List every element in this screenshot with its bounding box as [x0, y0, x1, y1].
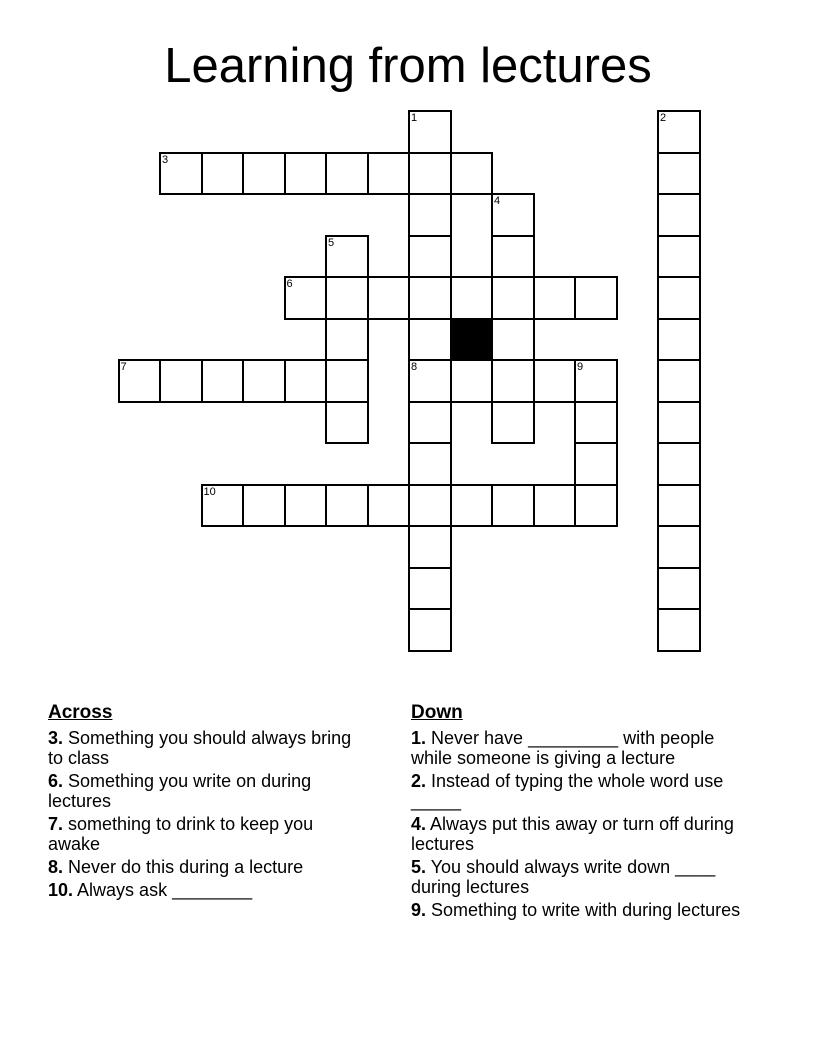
- grid-cell[interactable]: [408, 608, 452, 652]
- clue-number: 4: [494, 195, 501, 207]
- grid-cell[interactable]: [408, 318, 452, 362]
- grid-cell[interactable]: [657, 525, 701, 569]
- grid-cell[interactable]: [657, 110, 701, 154]
- grid-cell[interactable]: [491, 235, 535, 279]
- clue-text: Always ask ________: [73, 880, 253, 900]
- grid-cell[interactable]: [367, 276, 411, 320]
- across-clue: [48, 728, 368, 768]
- grid-cell[interactable]: [242, 359, 286, 403]
- down-clue: [411, 728, 741, 768]
- across-heading: Across: [48, 702, 113, 723]
- grid-cell[interactable]: [325, 276, 369, 320]
- grid-cell[interactable]: [491, 401, 535, 445]
- clue-text: Something you should always bring to class: [48, 728, 352, 768]
- clue-number: 10.: [48, 880, 74, 900]
- grid-cell[interactable]: [284, 276, 328, 320]
- grid-cell[interactable]: [657, 359, 701, 403]
- clue-text: Never have _________ with people while someone is giving a lecture: [411, 728, 715, 768]
- grid-cell[interactable]: [408, 193, 452, 237]
- down-clues: [411, 702, 741, 923]
- clue-text: Something you write on during lectures: [48, 771, 312, 811]
- grid-cell[interactable]: [450, 484, 494, 528]
- grid-cell[interactable]: [408, 567, 452, 611]
- grid-cell[interactable]: [450, 276, 494, 320]
- grid-cell[interactable]: [450, 152, 494, 196]
- grid-cell[interactable]: [408, 110, 452, 154]
- grid-cell[interactable]: [657, 318, 701, 362]
- grid-cell[interactable]: [657, 401, 701, 445]
- grid-cell[interactable]: [491, 318, 535, 362]
- across-clues: [48, 702, 368, 903]
- grid-cell[interactable]: [657, 567, 701, 611]
- grid-cell[interactable]: [408, 152, 452, 196]
- clue-number: 8.: [48, 857, 64, 877]
- grid-cell[interactable]: [657, 235, 701, 279]
- grid-cell[interactable]: [201, 152, 245, 196]
- clue-number: 9.: [411, 900, 427, 920]
- grid-cell[interactable]: [491, 359, 535, 403]
- across-clue-list: [48, 728, 368, 900]
- grid-cell[interactable]: [408, 442, 452, 486]
- grid-cell[interactable]: [533, 359, 577, 403]
- grid-cell[interactable]: [657, 608, 701, 652]
- grid-cell[interactable]: [284, 152, 328, 196]
- clue-number: 5.: [411, 857, 427, 877]
- grid-cell[interactable]: [657, 276, 701, 320]
- grid-cell[interactable]: [408, 484, 452, 528]
- grid-cell[interactable]: [284, 359, 328, 403]
- down-heading: Down: [411, 702, 463, 723]
- grid-cell[interactable]: [408, 235, 452, 279]
- down-clue: [411, 900, 741, 920]
- grid-cell[interactable]: [201, 484, 245, 528]
- clue-number: 4.: [411, 814, 427, 834]
- clue-number: 5: [328, 236, 335, 249]
- grid-cell[interactable]: [657, 484, 701, 528]
- clue-number: 6: [286, 278, 293, 290]
- grid-cell[interactable]: [159, 152, 203, 196]
- grid-cell[interactable]: [574, 359, 618, 403]
- grid-cell-black: [450, 318, 494, 362]
- clue-text: Instead of typing the whole word use _____: [411, 771, 724, 811]
- clue-text: Something to write with during lectures: [426, 900, 741, 920]
- grid-cell[interactable]: [408, 525, 452, 569]
- grid-cell[interactable]: [491, 193, 535, 237]
- grid-cell[interactable]: [284, 484, 328, 528]
- grid-cell[interactable]: [408, 276, 452, 320]
- grid-cell[interactable]: [657, 193, 701, 237]
- grid-cell[interactable]: [450, 359, 494, 403]
- grid-cell[interactable]: [242, 152, 286, 196]
- grid-cell[interactable]: [574, 401, 618, 445]
- grid-cell[interactable]: [367, 484, 411, 528]
- clue-number: 1.: [411, 728, 427, 748]
- across-clue: [48, 771, 368, 811]
- grid-cell[interactable]: [491, 276, 535, 320]
- down-clue: [411, 857, 741, 897]
- grid-cell[interactable]: [325, 235, 369, 279]
- grid-cell[interactable]: [574, 442, 618, 486]
- clue-number: 1: [411, 112, 418, 124]
- grid-cell[interactable]: [159, 359, 203, 403]
- clue-number: 8: [411, 361, 418, 373]
- down-clue: [411, 814, 741, 854]
- grid-cell[interactable]: [574, 276, 618, 320]
- clue-text: You should always write down ____ during lectures: [411, 857, 716, 897]
- grid-cell[interactable]: [533, 484, 577, 528]
- across-clue: [48, 880, 368, 900]
- clue-text: Never do this during a lecture: [63, 857, 304, 877]
- grid-cell[interactable]: [325, 152, 369, 196]
- clue-number: 2.: [411, 771, 427, 791]
- down-clue: [411, 771, 741, 811]
- grid-cell[interactable]: [118, 359, 162, 403]
- grid-cell[interactable]: [408, 401, 452, 445]
- grid-cell[interactable]: [657, 442, 701, 486]
- page-title: Learning from lectures: [164, 39, 652, 93]
- grid-cell[interactable]: [491, 484, 535, 528]
- clue-number: 9: [577, 361, 584, 373]
- grid-cell[interactable]: [574, 484, 618, 528]
- grid-cell[interactable]: [201, 359, 245, 403]
- grid-cell[interactable]: [242, 484, 286, 528]
- clue-number: 7.: [48, 814, 64, 834]
- across-clue: [48, 814, 368, 854]
- grid-cell[interactable]: [657, 152, 701, 196]
- across-clue: [48, 857, 368, 877]
- clue-number: 10: [203, 485, 216, 498]
- clue-number: 2: [660, 112, 667, 124]
- grid-cell[interactable]: [325, 401, 369, 445]
- grid-cell[interactable]: [325, 318, 369, 362]
- grid-cell[interactable]: [533, 276, 577, 320]
- clue-number: 7: [120, 361, 127, 373]
- clue-number: 3: [162, 153, 169, 166]
- grid-cell[interactable]: [325, 359, 369, 403]
- grid-cell[interactable]: [408, 359, 452, 403]
- clue-text: something to drink to keep you awake: [48, 814, 314, 854]
- grid-cell[interactable]: [325, 484, 369, 528]
- grid-cell[interactable]: [367, 152, 411, 196]
- down-clue-list: [411, 728, 741, 920]
- clue-number: 3.: [48, 728, 64, 748]
- clue-number: 6.: [48, 771, 64, 791]
- clue-text: Always put this away or turn off during lectures: [411, 814, 734, 854]
